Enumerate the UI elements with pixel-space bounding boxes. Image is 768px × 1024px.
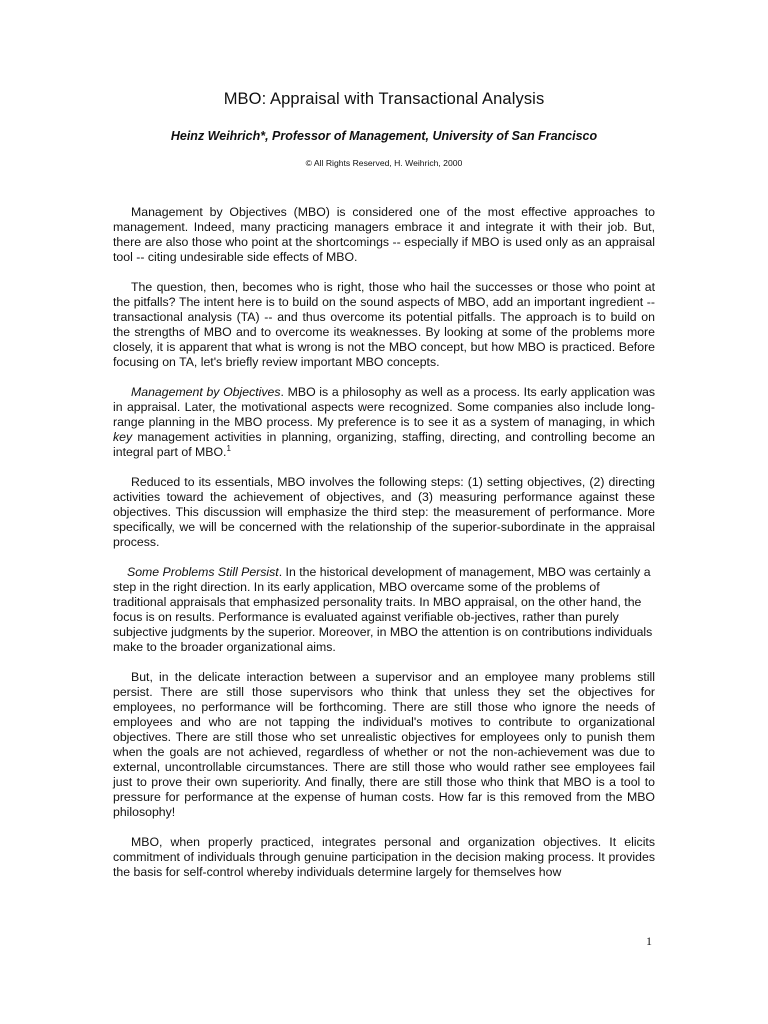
section-heading-problems: Some Problems Still Persist xyxy=(127,565,279,579)
paragraph-problems xyxy=(113,565,655,655)
paragraph-text: . MBO is a philosophy as well as a process. Its early application was in appraisal. Later, the motivational aspects were recognized. Some companies also include long-range planning in the MBO process. My preference is to see it as a system of managing, in which xyxy=(113,385,655,429)
document-title: MBO: Appraisal with Transactional Analysis xyxy=(223,90,545,108)
paragraph-mbo-definition xyxy=(113,385,655,460)
paragraph-question: The question, then, becomes who is right, those who hail the successes or those who point at the pitfalls? The intent here is to build on the sound aspects of MBO, add an important ingredient -- transactional analysis (TA) -- and thus overcome its potential pitfalls. The approach is to build on the strengths of MBO and to overcome its weaknesses. By looking at some of the problems more closely, it is apparent that what is wrong is not the MBO concept, but how MBO is practiced. Before focusing on TA, let's briefly review important MBO concepts. xyxy=(113,280,655,369)
document-body xyxy=(113,205,655,895)
section-heading-mbo: Management by Objectives xyxy=(131,385,281,399)
paragraph-interaction: But, in the delicate interaction between a supervisor and an employee many problems still persist. There are still those supervisors who think that unless they set the objectives for employees, no performance will be forthcoming. There are still those who ignore the needs of employees and who are not tapping the individual's motives to contribute to organizational objectives. There are still those who set unrealistic objectives for employees only to punish them when the goals are not achieved, regardless of whether or not the non-achievement was due to external, uncontrollable circumstances. There are still those who would rather see employees fail just to prove their own superiority. And finally, there are still those who think that MBO is a tool to pressure for performance at the expense of human costs. How far is this removed from the MBO philosophy! xyxy=(113,670,655,819)
page-number: 1 xyxy=(646,934,652,948)
paragraph-mbo-steps: Reduced to its essentials, MBO involves the following steps: (1) setting objectives, (2) directing activities toward the achievement of objectives, and (3) measuring performance against these objectives. This discussion will emphasize the third step: the measurement of performance. More specifically, we will be concerned with the relationship of the superior-subordinate in the appraisal process. xyxy=(113,475,655,549)
author-line: Heinz Weihrich*, Professor of Management, University of San Francisco xyxy=(170,129,598,143)
footnote-marker: 1 xyxy=(226,443,231,453)
paragraph-integration: MBO, when properly practiced, integrates personal and organization objectives. It elicits commitment of individuals through genuine participation in the decision making process. It provides the basis for self-control whereby individuals determine largely for themselves how xyxy=(113,835,655,879)
paragraph-intro: Management by Objectives (MBO) is considered one of the most effective approaches to management. Indeed, many practicing managers embrace it and integrate it with their job. But, there are also those who point at the shortcomings -- especially if MBO is used only as an appraisal tool -- citing undesirable side effects of MBO. xyxy=(113,205,655,264)
emphasis-key: key xyxy=(113,430,133,444)
paragraph-text: management activities in planning, organizing, staffing, directing, and controlling become an integral part of MBO. xyxy=(113,430,655,459)
copyright-notice: © All Rights Reserved, H. Weihrich, 2000 xyxy=(305,158,463,168)
paragraph-text: . In the historical development of management, MBO was certainly a step in the right direction. In its early application, MBO overcame some of the problems of traditional appraisals that emphasized personality traits. In MBO appraisal, on the other hand, the focus is on results. Performance is evaluated against verifiable ob-jectives, rather than purely subjective judgments by the superior. Moreover, in MBO the attention is on contributions individuals make to the broader organizational aims. xyxy=(113,565,653,654)
